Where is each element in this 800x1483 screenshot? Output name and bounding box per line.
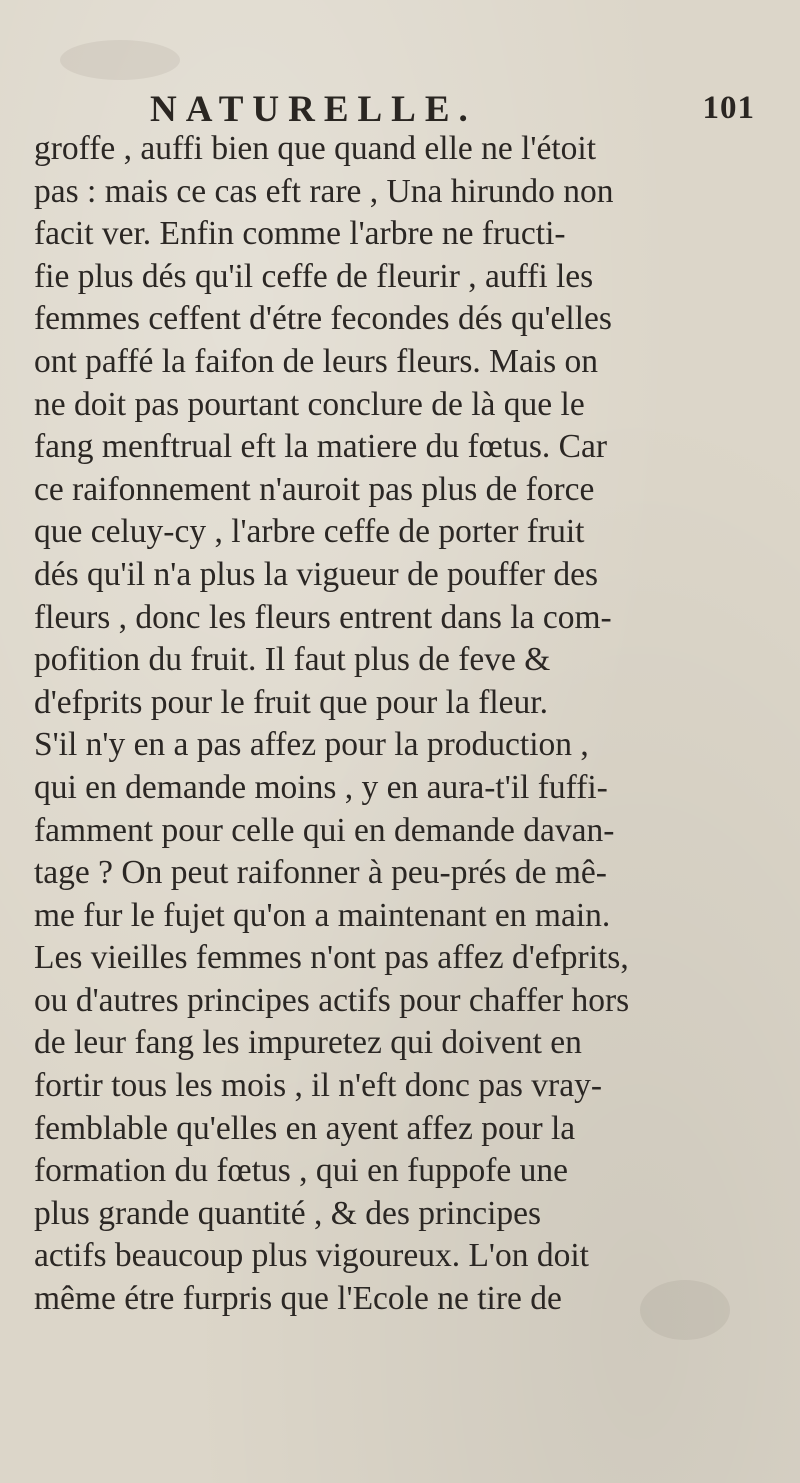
text-line: fleurs , donc les fleurs entrent dans la com- (34, 598, 612, 636)
text-line: fortir tous les mois , il n'eft donc pas vray- (34, 1067, 602, 1105)
text-line: ne doit pas pourtant conclure de là que le (34, 385, 585, 423)
text-line: pas : mais ce cas eft rare , Una hirundo non (34, 172, 614, 210)
text-line: femblable qu'elles en ayent affez pour la (34, 1109, 576, 1147)
text-line: facit ver. Enfin comme l'arbre ne fructi- (34, 215, 566, 253)
text-line: famment pour celle qui en demande davan- (34, 811, 615, 849)
text-line: formation du fœtus , qui en fuppofe une (34, 1152, 569, 1190)
text-line: S'il n'y en a pas affez pour la production , (34, 726, 589, 764)
text-line: actifs beaucoup plus vigoureux. L'on doit (34, 1237, 589, 1275)
text-line: tage ? On peut raifonner à peu-prés de mê- (34, 854, 607, 892)
text-line: d'efprits pour le fruit que pour la fleur. (34, 683, 548, 721)
text-line: ont paffé la faifon de leurs fleurs. Mais on (34, 342, 599, 380)
text-line: que celuy-cy , l'arbre ceffe de porter fruit (34, 513, 585, 551)
text-line: fang menftrual eft la matiere du fœtus. Car (34, 428, 608, 466)
text-line: ce raifonnement n'auroit pas plus de force (34, 470, 595, 508)
paper-stain (60, 40, 180, 80)
text-line: de leur fang les impuretez qui doivent en (34, 1024, 582, 1062)
text-line: même étre furpris que l'Ecole ne tire de (34, 1280, 562, 1318)
page-number: 101 (702, 90, 755, 126)
text-line: Les vieilles femmes n'ont pas affez d'efprits, (34, 939, 629, 977)
text-line: femmes ceffent d'étre fecondes dés qu'elles (34, 300, 612, 338)
text-line: pofition du fruit. Il faut plus de feve & (34, 641, 551, 679)
text-line: fie plus dés qu'il ceffe de fleurir , auffi les (34, 257, 594, 295)
running-title: NATURELLE. (150, 89, 477, 130)
text-line: ou d'autres principes actifs pour chaffer hors (34, 981, 630, 1019)
text-line: me fur le fujet qu'on a maintenant en main. (34, 896, 611, 934)
text-line: dés qu'il n'a plus la vigueur de pouffer des (34, 555, 599, 593)
text-line: groffe , auffi bien que quand elle ne l'étoit (34, 130, 597, 167)
text-line: plus grande quantité , & des principes (34, 1194, 542, 1232)
body-text (34, 128, 769, 1321)
text-line: qui en demande moins , y en aura-t'il fuffi- (34, 768, 608, 806)
